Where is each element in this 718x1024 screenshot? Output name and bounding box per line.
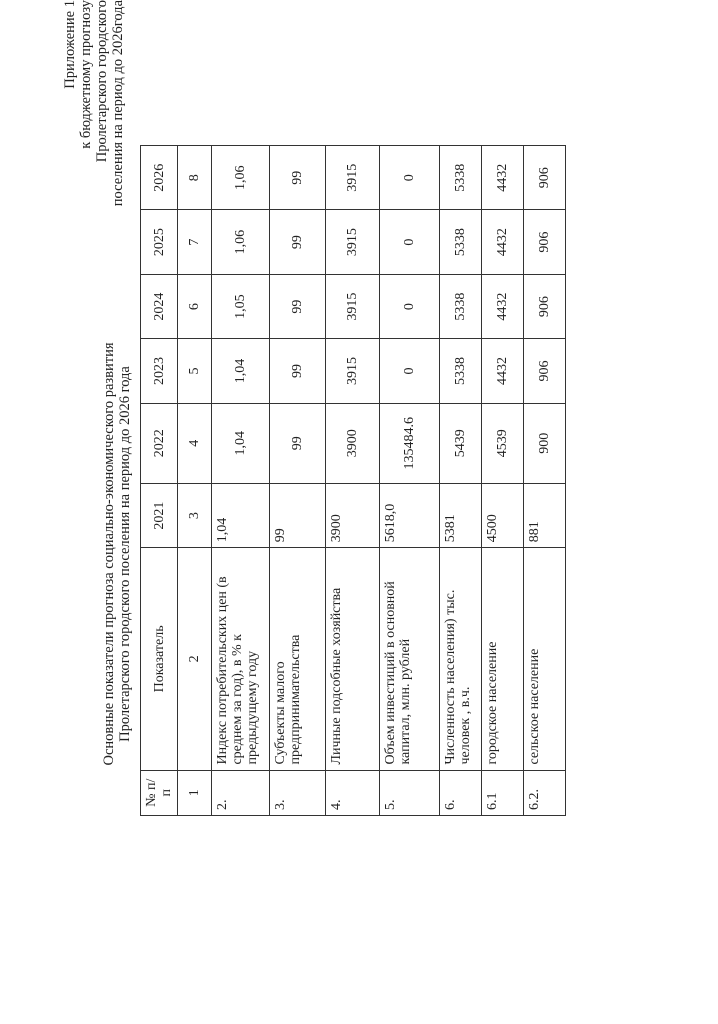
index-col: 6 (178, 274, 212, 338)
table-row (212, 146, 270, 816)
row-no: 6.1 (482, 770, 524, 815)
table-row (524, 146, 566, 816)
row-value: 99 (270, 483, 326, 547)
row-no: 4. (326, 770, 380, 815)
row-name: Субъекты малого предпринимательства (270, 548, 326, 770)
index-col: 7 (178, 210, 212, 274)
row-name: Объем инвестиций в основной капитал, млн. рублей (380, 548, 440, 770)
appendix-line-3: Пролетарского городского (94, 0, 110, 163)
header-name: Показатель (141, 548, 178, 770)
row-value: 5338 (440, 146, 482, 210)
row-value: 900 (524, 403, 566, 483)
row-value: 906 (524, 339, 566, 403)
row-value: 0 (380, 210, 440, 274)
row-no: 2. (212, 770, 270, 815)
row-value: 3900 (326, 403, 380, 483)
row-value: 881 (524, 483, 566, 547)
appendix-line-4: поселения на период до 2026года (110, 0, 126, 207)
row-value: 1,04 (212, 339, 270, 403)
row-value: 1,04 (212, 403, 270, 483)
header-year: 2021 (141, 483, 178, 547)
row-value: 5439 (440, 403, 482, 483)
row-value: 3915 (326, 339, 380, 403)
index-col: 3 (178, 483, 212, 547)
row-name: сельское население (524, 548, 566, 770)
table-row (482, 146, 524, 816)
row-value: 4432 (482, 210, 524, 274)
index-no: 1 (178, 770, 212, 815)
row-no: 6.2. (524, 770, 566, 815)
row-name: Численность населения) тыс. человек , в.ч. (440, 548, 482, 770)
row-value: 3915 (326, 146, 380, 210)
table-row (326, 146, 380, 816)
row-name: Индекс потребительских цен (в среднем за год), в % к предыдущему году (212, 548, 270, 770)
row-value: 1,05 (212, 274, 270, 338)
index-name: 2 (178, 548, 212, 770)
header-year: 2023 (141, 339, 178, 403)
header-year: 2026 (141, 146, 178, 210)
row-value: 4500 (482, 483, 524, 547)
appendix-line-2: к бюджетному прогнозу (78, 0, 94, 149)
row-value: 5338 (440, 339, 482, 403)
row-name: Личные подсобные хозяйства (326, 548, 380, 770)
row-value: 99 (270, 210, 326, 274)
row-value: 99 (270, 403, 326, 483)
table-caption (101, 264, 133, 844)
row-value: 1,04 (212, 483, 270, 547)
row-value: 5381 (440, 483, 482, 547)
header-no: № п/п (141, 770, 178, 815)
row-no: 6. (440, 770, 482, 815)
table-row (270, 146, 326, 816)
row-value: 5618,0 (380, 483, 440, 547)
row-value: 1,06 (212, 146, 270, 210)
row-value: 4432 (482, 339, 524, 403)
row-value: 3900 (326, 483, 380, 547)
caption-line-2: Пролетарского городского поселения на период до 2026 года (117, 366, 133, 742)
forecast-table (140, 145, 566, 816)
row-value: 5338 (440, 210, 482, 274)
row-value: 1,06 (212, 210, 270, 274)
row-value: 4539 (482, 403, 524, 483)
row-value: 4432 (482, 274, 524, 338)
row-value: 135484.6 (380, 403, 440, 483)
table-index-row (178, 146, 212, 816)
caption-line-1: Основные показатели прогноза социально-экономического развития (101, 342, 117, 766)
index-col: 8 (178, 146, 212, 210)
row-value: 906 (524, 210, 566, 274)
row-value: 4432 (482, 146, 524, 210)
index-col: 4 (178, 403, 212, 483)
header-year: 2025 (141, 210, 178, 274)
table-row (380, 146, 440, 816)
row-value: 5338 (440, 274, 482, 338)
row-value: 0 (380, 146, 440, 210)
row-value: 906 (524, 146, 566, 210)
row-no: 3. (270, 770, 326, 815)
row-value: 99 (270, 339, 326, 403)
row-value: 3915 (326, 210, 380, 274)
table-row (440, 146, 482, 816)
index-col: 5 (178, 339, 212, 403)
row-value: 906 (524, 274, 566, 338)
header-year: 2024 (141, 274, 178, 338)
row-value: 0 (380, 339, 440, 403)
row-value: 99 (270, 274, 326, 338)
row-value: 99 (270, 146, 326, 210)
appendix-line-1: Приложение 1 (62, 0, 78, 89)
row-no: 5. (380, 770, 440, 815)
row-value: 0 (380, 274, 440, 338)
row-value: 3915 (326, 274, 380, 338)
row-name: городское население (482, 548, 524, 770)
header-year: 2022 (141, 403, 178, 483)
table-header-row (141, 146, 178, 816)
